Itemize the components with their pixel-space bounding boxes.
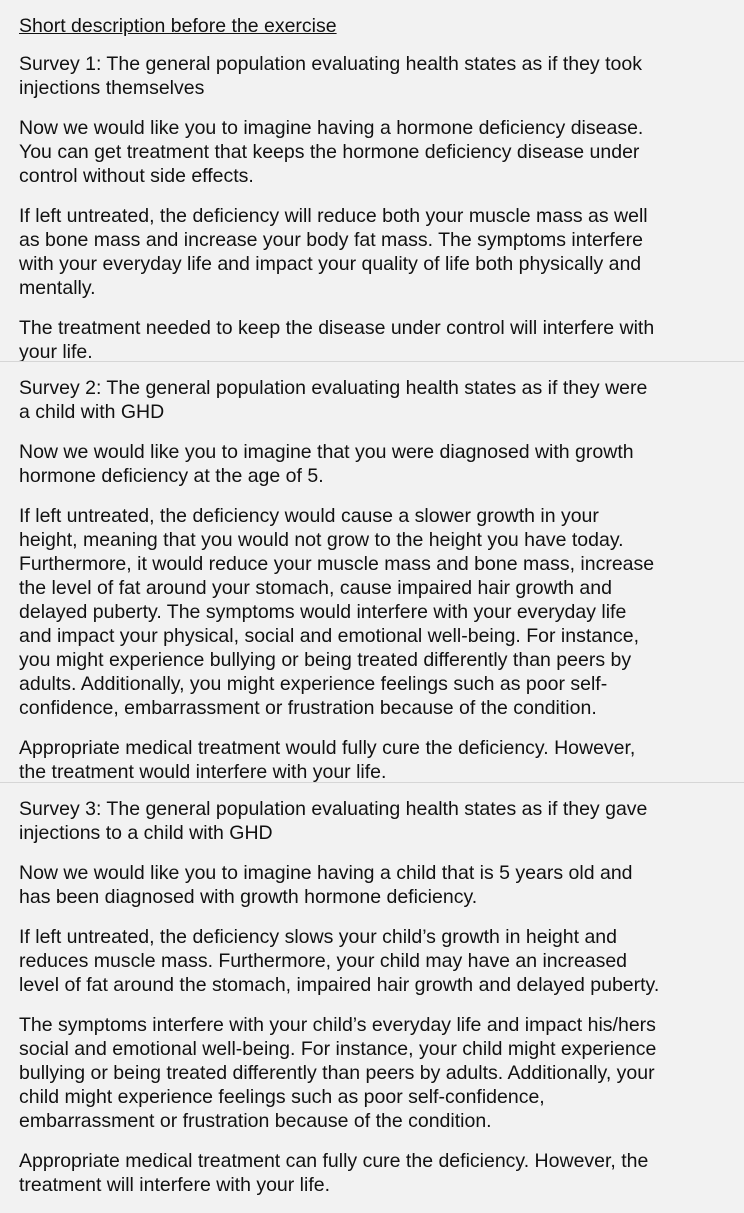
text-line: Survey 2: The general population evaluating health states as if they were — [19, 377, 648, 399]
text-line: hormone deficiency at the age of 5. — [19, 465, 324, 487]
text-line: has been diagnosed with growth hormone deficiency. — [19, 886, 478, 908]
text-line: You can get treatment that keeps the hormone deficiency disease under — [19, 141, 640, 163]
text-line: Appropriate medical treatment can fully cure the deficiency. However, the — [19, 1150, 649, 1172]
text-line: The treatment needed to keep the disease under control will interfere with — [19, 317, 655, 339]
text-line: social and emotional well-being. For instance, your child might experience — [19, 1038, 657, 1060]
text-line: injections themselves — [19, 77, 205, 99]
text-line: The symptoms interfere with your child’s everyday life and impact his/hers — [19, 1014, 656, 1036]
text-line: Furthermore, it would reduce your muscle mass and bone mass, increase — [19, 553, 655, 575]
text-line: control without side effects. — [19, 165, 254, 187]
survey-title — [19, 376, 744, 424]
survey-1-section — [0, 52, 744, 380]
text-line: Appropriate medical treatment would fully cure the deficiency. However, — [19, 737, 636, 759]
text-line: bullying or being treated differently than peers by adults. Additionally, your — [19, 1062, 655, 1084]
text-line: If left untreated, the deficiency will reduce both your muscle mass as well — [19, 205, 648, 227]
survey-title — [19, 797, 744, 845]
paragraph — [19, 204, 744, 300]
text-line: height, meaning that you would not grow to the height you have today. — [19, 529, 624, 551]
text-line: your life. — [19, 341, 93, 363]
text-line: confidence, embarrassment or frustration because of the condition. — [19, 697, 597, 719]
paragraph — [19, 925, 744, 997]
text-line: injections to a child with GHD — [19, 822, 273, 844]
text-line: embarrassment or frustration because of the condition. — [19, 1110, 492, 1132]
paragraph — [19, 736, 744, 784]
text-line: Survey 1: The general population evaluating health states as if they took — [19, 53, 642, 75]
survey-2-section — [0, 361, 744, 800]
text-line: the treatment would interfere with your life. — [19, 761, 387, 783]
paragraph — [19, 440, 744, 488]
text-line: and impact your physical, social and emotional well-being. For instance, — [19, 625, 639, 647]
paragraph — [19, 316, 744, 364]
text-line: level of fat around the stomach, impaired hair growth and delayed puberty. — [19, 974, 660, 996]
text-line: as bone mass and increase your body fat mass. The symptoms interfere — [19, 229, 643, 251]
text-line: adults. Additionally, you might experience feelings such as poor self- — [19, 673, 608, 695]
text-line: you might experience bullying or being treated differently than peers by — [19, 649, 632, 671]
paragraph — [19, 116, 744, 188]
paragraph — [19, 861, 744, 909]
text-line: Now we would like you to imagine having a child that is 5 years old and — [19, 862, 633, 884]
text-line: with your everyday life and impact your quality of life both physically and — [19, 253, 642, 275]
paragraph — [19, 1149, 744, 1197]
text-line: Survey 3: The general population evaluating health states as if they gave — [19, 798, 648, 820]
text-line: Now we would like you to imagine having a hormone deficiency disease. — [19, 117, 644, 139]
text-line: If left untreated, the deficiency slows your child’s growth in height and — [19, 926, 617, 948]
text-line: child might experience feelings such as poor self-confidence, — [19, 1086, 545, 1108]
survey-title — [19, 52, 744, 100]
paragraph — [19, 1013, 744, 1133]
text-line: a child with GHD — [19, 401, 165, 423]
text-line: If left untreated, the deficiency would cause a slower growth in your — [19, 505, 599, 527]
paragraph — [19, 504, 744, 720]
text-line: the level of fat around your stomach, cause impaired hair growth and — [19, 577, 612, 599]
text-line: treatment will interfere with your life. — [19, 1174, 331, 1196]
survey-3-section — [0, 782, 744, 1213]
text-line: Now we would like you to imagine that you were diagnosed with growth — [19, 441, 634, 463]
text-line: delayed puberty. The symptoms would interfere with your everyday life — [19, 601, 627, 623]
document-heading: Short description before the exercise — [19, 15, 337, 37]
text-line: reduces muscle mass. Furthermore, your child may have an increased — [19, 950, 628, 972]
text-line: mentally. — [19, 277, 96, 299]
